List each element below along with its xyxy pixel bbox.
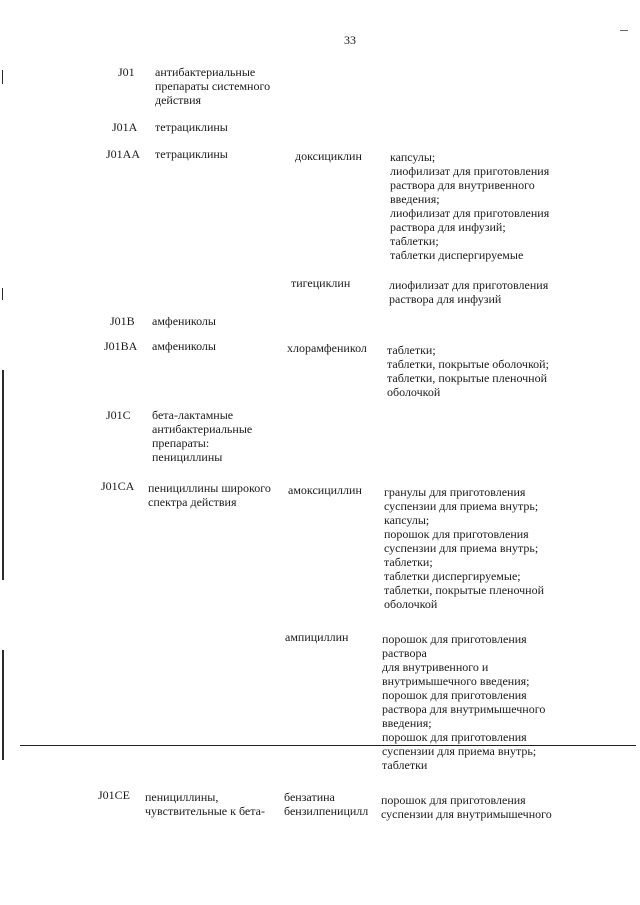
atc-code: J01CA (101, 479, 135, 493)
dosage-forms: лиофилизат для приготовления раствора для инфузий (389, 278, 549, 306)
atc-code: J01A (112, 120, 138, 134)
atc-group-name: пенициллины широкого спектра действия (148, 481, 271, 509)
drug-name: хлорамфеникол (287, 341, 367, 355)
atc-group-name: амфениколы (152, 339, 216, 353)
atc-code: J01 (118, 65, 135, 79)
dosage-forms: порошок для приготовления суспензии для внутримышечного (381, 793, 552, 821)
atc-group-name: тетрациклины (155, 147, 228, 161)
atc-group-name: антибактериальные препараты системного действия (155, 65, 271, 107)
dosage-forms: капсулы; лиофилизат для приготовления раствора для внутривенного введения; лиофилизат для приготовления раствора для инфузий; таблетки; таблетки диспергируемые (390, 150, 550, 262)
drug-name: бензатина бензилпеницилл (284, 790, 369, 818)
corner-mark (620, 30, 628, 31)
scan-mark (2, 288, 3, 300)
atc-code: J01BA (104, 339, 138, 353)
drug-name: ампициллин (285, 630, 349, 644)
atc-code: J01B (110, 314, 135, 328)
drug-name: доксициклин (295, 149, 362, 163)
atc-group-name: амфениколы (152, 314, 216, 328)
scan-mark (2, 370, 4, 580)
dosage-forms: таблетки; таблетки, покрытые оболочкой; таблетки, покрытые пленочной оболочкой (387, 343, 549, 399)
drug-name: тигециклин (291, 276, 351, 290)
drug-name: амоксициллин (288, 483, 362, 497)
scan-mark (2, 70, 3, 84)
atc-group-name: пенициллины, чувствительные к бета- (145, 790, 265, 818)
atc-group-name: тетрациклины (155, 120, 228, 134)
atc-code: J01CE (98, 788, 131, 802)
atc-code: J01AA (106, 147, 141, 161)
dosage-forms: гранулы для приготовления суспензии для приема внутрь; капсулы; порошок для приготовления суспензии для приема внутрь; таблетки; таблетки диспергируемые; таблетки, покрытые пленочной оболочкой (384, 485, 545, 611)
page-number: 33 (344, 33, 356, 47)
atc-code: J01C (106, 408, 131, 422)
atc-group-name: бета-лактамные антибактериальные препараты: пенициллины (152, 408, 253, 464)
dosage-forms: порошок для приготовления раствора для внутривенного и внутримышечного введения; порошок для приготовления раствора для внутримышечного введения; порошок для приготовления суспензии для приема внутрь; таблетки (382, 632, 546, 772)
scan-mark (2, 650, 4, 760)
